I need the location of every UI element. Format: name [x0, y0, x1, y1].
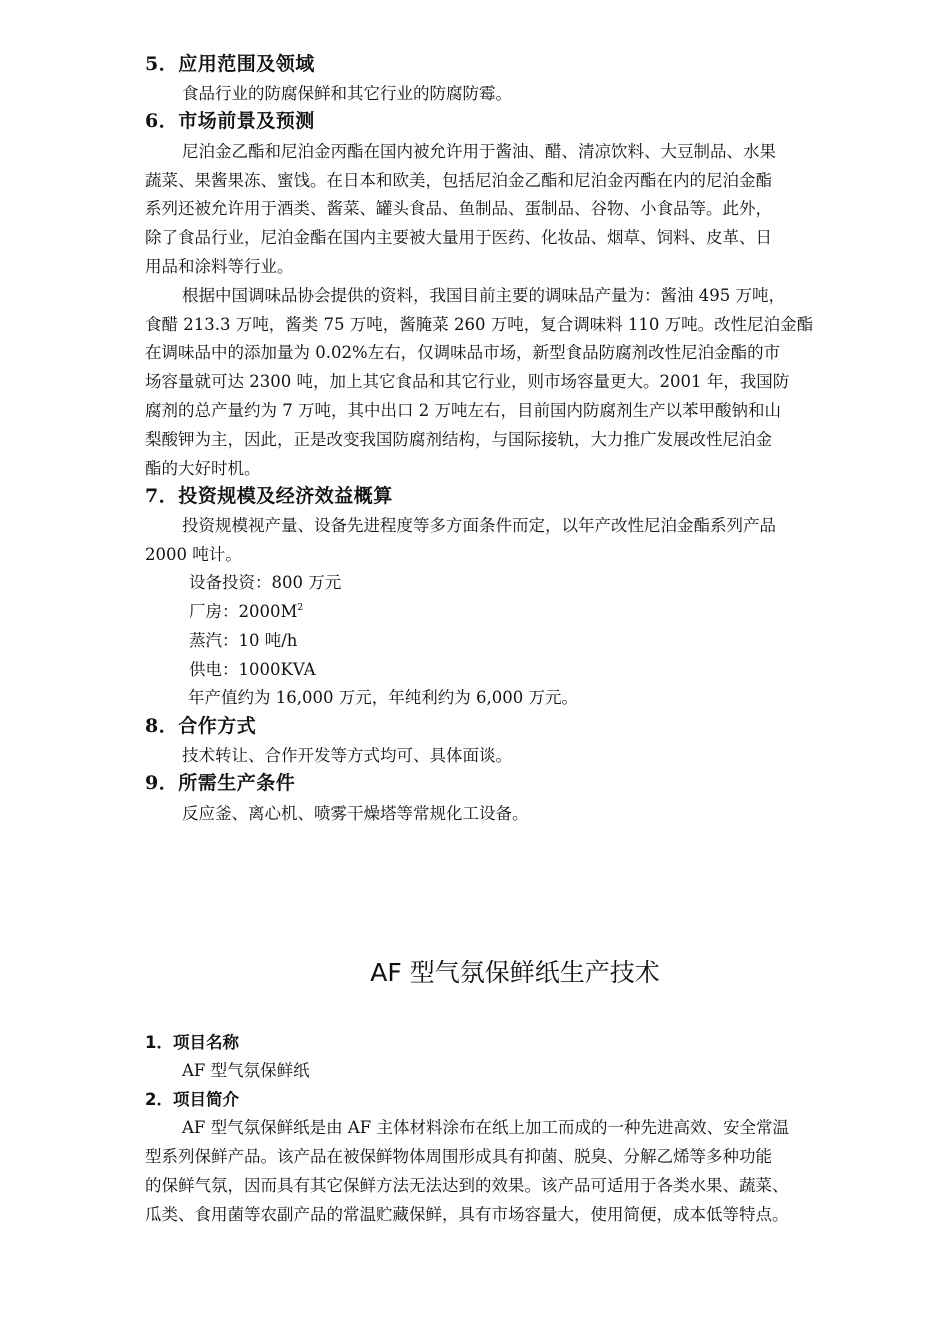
paragraph-line: 根据中国调味品协会提供的资料，我国目前主要的调味品产量为：酱油 495 万吨， — [182, 286, 785, 305]
section-5-text: 食品行业的防腐保鲜和其它行业的防腐防霉。 — [182, 84, 512, 103]
section-title: 投资规模及经济效益概算 — [178, 485, 393, 507]
paragraph-line: 瓜类、食用菌等农副产品的常温贮藏保鲜，具有市场容量大，使用简便，成本低等特点。 — [145, 1205, 789, 1224]
paragraph-line: 酯的大好时机。 — [145, 459, 261, 478]
paragraph-line: 梨酸钾为主，因此，正是改变我国防腐剂结构，与国际接轨，大力推广发展改性尼泊金 — [145, 430, 772, 449]
section-heading-9 — [145, 768, 295, 795]
paragraph-line: 蔬菜、果酱果冻、蜜饯。在日本和欧美，包括尼泊金乙酯和尼泊金丙酯在内的尼泊金酯 — [145, 171, 772, 190]
section-title: 所需生产条件 — [178, 772, 296, 794]
section-number: 6． — [145, 110, 179, 132]
paragraph-line: 型系列保鲜产品。该产品在被保鲜物体周围形成具有抑菌、脱臭、分解乙烯等多种功能 — [145, 1147, 772, 1166]
section-heading-8 — [145, 711, 256, 738]
plant-unit-superscript: 2 — [297, 603, 304, 613]
section-title: 合作方式 — [178, 715, 257, 737]
paragraph-line: AF 型气氛保鲜纸是由 AF 主体材料涂布在纸上加工而成的一种先进高效、安全常温 — [182, 1118, 789, 1137]
section-number: 9． — [145, 772, 179, 794]
investment-plant — [189, 598, 303, 622]
paragraph-line: 在调味品中的添加量为 0.02%左右，仅调味品市场，新型食品防腐剂改性尼泊金酯的市 — [145, 343, 781, 362]
section-title: 市场前景及预测 — [178, 110, 315, 132]
investment-power: 供电：1000KVA — [189, 660, 316, 679]
paragraph-line: 场容量就可达 2300 吨，加上其它食品和其它行业，则市场容量更大。2001 年，我国防 — [145, 372, 790, 391]
paragraph-line: 2000 吨计。 — [145, 545, 242, 564]
paragraph-line: 投资规模视产量、设备先进程度等多方面条件而定，以年产改性尼泊金酯系列产品 — [182, 516, 776, 535]
section-heading-5 — [145, 49, 315, 76]
paragraph-line: 腐剂的总产量约为 7 万吨，其中出口 2 万吨左右，目前国内防腐剂生产以苯甲酸钠和山 — [145, 401, 781, 420]
paragraph-line: 尼泊金乙酯和尼泊金丙酯在国内被允许用于酱油、醋、清凉饮料、大豆制品、水果 — [182, 142, 776, 161]
section-9-text: 反应釜、离心机、喷雾干燥塔等常规化工设备。 — [182, 804, 529, 823]
investment-output: 年产值约为 16,000 万元，年纯利约为 6,000 万元。 — [188, 688, 578, 707]
paragraph-line: 食醋 213.3 万吨，酱类 75 万吨，酱腌菜 260 万吨，复合调味料 110 万吨。改性尼泊金酯 — [145, 315, 814, 334]
section-heading-7 — [145, 481, 393, 508]
project-name-text: AF 型气氛保鲜纸 — [182, 1061, 310, 1080]
paragraph-line: 用品和涂料等行业。 — [145, 257, 294, 276]
investment-equipment: 设备投资：800 万元 — [189, 573, 342, 592]
section-8-text: 技术转让、合作开发等方式均可、具体面谈。 — [182, 746, 512, 765]
section-number: 5． — [145, 53, 179, 75]
plant-value: 厂房：2000M — [189, 602, 298, 621]
project-intro-heading: 2．项目简介 — [145, 1090, 239, 1109]
paragraph-line: 的保鲜气氛，因而具有其它保鲜方法无法达到的效果。该产品可适用于各类水果、蔬菜、 — [145, 1176, 789, 1195]
section-title: 应用范围及领域 — [178, 53, 315, 75]
section-number: 7． — [145, 485, 179, 507]
document-title: AF 型气氛保鲜纸生产技术 — [370, 958, 660, 987]
paragraph-line: 系列还被允许用于酒类、酱菜、罐头食品、鱼制品、蛋制品、谷物、小食品等。此外， — [145, 199, 772, 218]
section-heading-6 — [145, 106, 315, 133]
section-number: 8． — [145, 715, 179, 737]
investment-steam: 蒸汽：10 吨/h — [189, 631, 298, 650]
paragraph-line: 除了食品行业，尼泊金酯在国内主要被大量用于医药、化妆品、烟草、饲料、皮革、日 — [145, 228, 772, 247]
project-name-heading: 1．项目名称 — [145, 1033, 239, 1052]
